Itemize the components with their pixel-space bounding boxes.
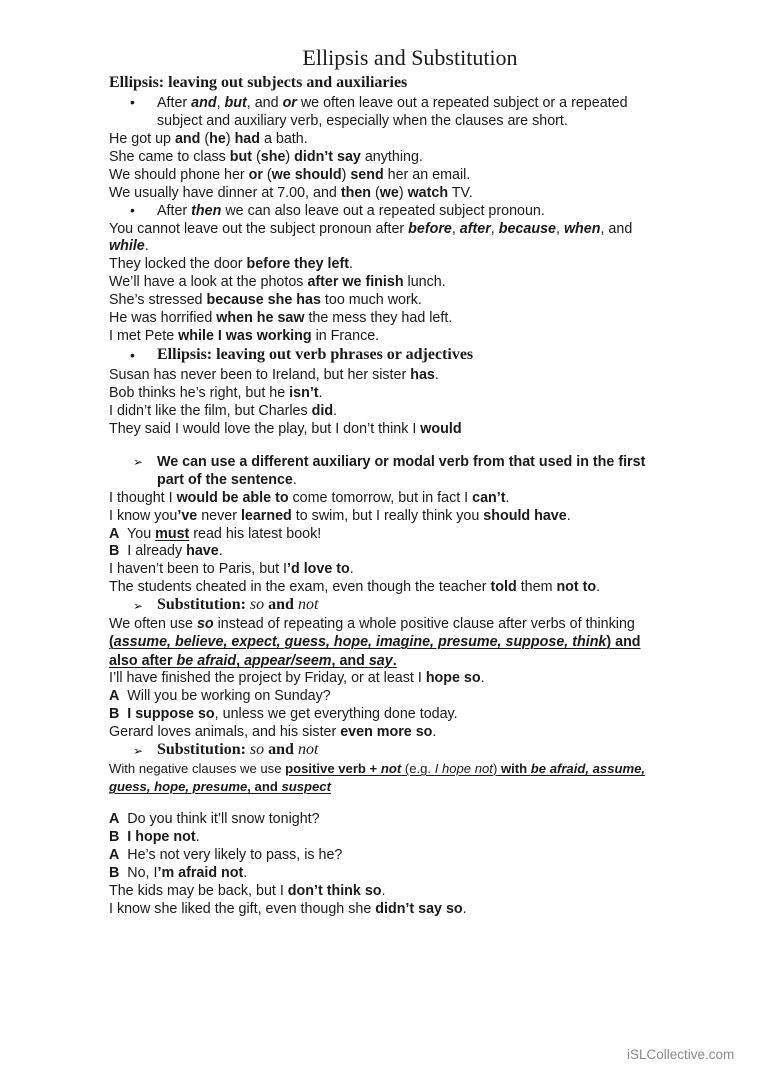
dialogue-line: A You must read his latest book! xyxy=(109,526,322,542)
section-heading-substitution-positive: Substitution: so and not xyxy=(157,596,319,613)
arrow-bullet-icon: ➢ xyxy=(133,599,144,613)
speaker-label: A xyxy=(109,688,120,704)
watermark-link[interactable]: iSLCollective.com xyxy=(627,1047,735,1062)
dialogue-line: B I suppose so, unless we get everything done today. xyxy=(109,706,458,722)
bullet-text: After and, but, and or we often leave out a repeated subject or a repeated xyxy=(157,95,628,111)
example-sentence: I know you’ve never learned to swim, but I really think you should have. xyxy=(109,508,571,524)
dialogue-line: B I hope not. xyxy=(109,829,200,845)
arrow-bullet-icon: ➢ xyxy=(133,744,144,758)
example-sentence: She came to class but (she) didn’t say anything. xyxy=(109,149,423,165)
section-heading-ellipsis-subjects: Ellipsis: leaving out subjects and auxiliaries xyxy=(109,74,408,91)
example-sentence: I met Pete while I was working in France. xyxy=(109,328,380,344)
example-sentence: They locked the door before they left. xyxy=(109,256,353,272)
bullet-text: After then we can also leave out a repeated subject pronoun. xyxy=(157,203,545,219)
example-sentence: I’ll have finished the project by Friday, or at least I hope so. xyxy=(109,670,485,686)
example-sentence: Gerard loves animals, and his sister even more so. xyxy=(109,724,437,740)
example-sentence: The kids may be back, but I don’t think so. xyxy=(109,883,386,899)
rule-note-continued: while. xyxy=(109,238,149,254)
page-title: Ellipsis and Substitution xyxy=(302,45,518,70)
example-sentence: I know she liked the gift, even though she didn’t say so. xyxy=(109,901,467,917)
bullet-icon: • xyxy=(130,347,135,363)
example-sentence: The students cheated in the exam, even though the teacher told them not to. xyxy=(109,579,601,595)
rule-text: We often use so instead of repeating a whole positive clause after verbs of thinking xyxy=(109,616,635,632)
speaker-label: A xyxy=(109,526,120,542)
bullet-icon: • xyxy=(130,94,135,110)
dialogue-line: A Will you be working on Sunday? xyxy=(109,688,331,704)
rule-text-verbs: (assume, believe, expect, guess, hope, imagine, presume, suppose, think) and xyxy=(109,634,641,650)
rule-text-continued: also after be afraid, appear/seem, and say. xyxy=(109,653,397,669)
section-heading-ellipsis-verb-phrases: Ellipsis: leaving out verb phrases or adjectives xyxy=(157,346,474,363)
example-sentence: He was horrified when he saw the mess they had left. xyxy=(109,310,453,326)
speaker-label: A xyxy=(109,847,120,863)
section-heading-continued: part of the sentence. xyxy=(157,472,297,488)
example-sentence: We usually have dinner at 7.00, and then (we) watch TV. xyxy=(109,185,473,201)
example-sentence: Susan has never been to Ireland, but her sister has. xyxy=(109,367,439,383)
rule-text-continued: guess, hope, presume, and suspect xyxy=(109,779,331,794)
speaker-label: A xyxy=(109,811,120,827)
bullet-text-continued: subject and auxiliary verb, especially when the clauses are short. xyxy=(157,113,568,129)
example-sentence: She’s stressed because she has too much work. xyxy=(109,292,422,308)
example-sentence: We’ll have a look at the photos after we finish lunch. xyxy=(109,274,446,290)
example-sentence: They said I would love the play, but I don’t think I would xyxy=(109,421,462,437)
example-sentence: Bob thinks he’s right, but he isn’t. xyxy=(109,385,323,401)
example-sentence: I didn’t like the film, but Charles did. xyxy=(109,403,338,419)
section-heading-substitution-negative: Substitution: so and not xyxy=(157,741,319,758)
dialogue-line: A Do you think it’ll snow tonight? xyxy=(109,811,320,827)
speaker-label: B xyxy=(109,543,120,559)
dialogue-line: B No, I’m afraid not. xyxy=(109,865,248,881)
dialogue-line: B I already have. xyxy=(109,543,223,559)
example-sentence: He got up and (he) had a bath. xyxy=(109,131,308,147)
bullet-icon: • xyxy=(130,202,135,218)
example-sentence: I thought I would be able to come tomorrow, but in fact I can’t. xyxy=(109,490,510,506)
example-sentence: We should phone her or (we should) send her an email. xyxy=(109,167,471,183)
dialogue-line: A He’s not very likely to pass, is he? xyxy=(109,847,343,863)
speaker-label: B xyxy=(109,829,120,845)
speaker-label: B xyxy=(109,865,120,881)
example-sentence: I haven’t been to Paris, but I’d love to. xyxy=(109,561,354,577)
rule-note: You cannot leave out the subject pronoun after before, after, because, when, and xyxy=(109,221,633,237)
arrow-bullet-icon: ➢ xyxy=(133,455,144,469)
rule-text: With negative clauses we use positive verb + not (e.g. I hope not) with be afraid, assume, xyxy=(109,761,646,776)
speaker-label: B xyxy=(109,706,120,722)
section-heading-different-auxiliary: We can use a different auxiliary or modal verb from that used in the first xyxy=(157,454,646,470)
